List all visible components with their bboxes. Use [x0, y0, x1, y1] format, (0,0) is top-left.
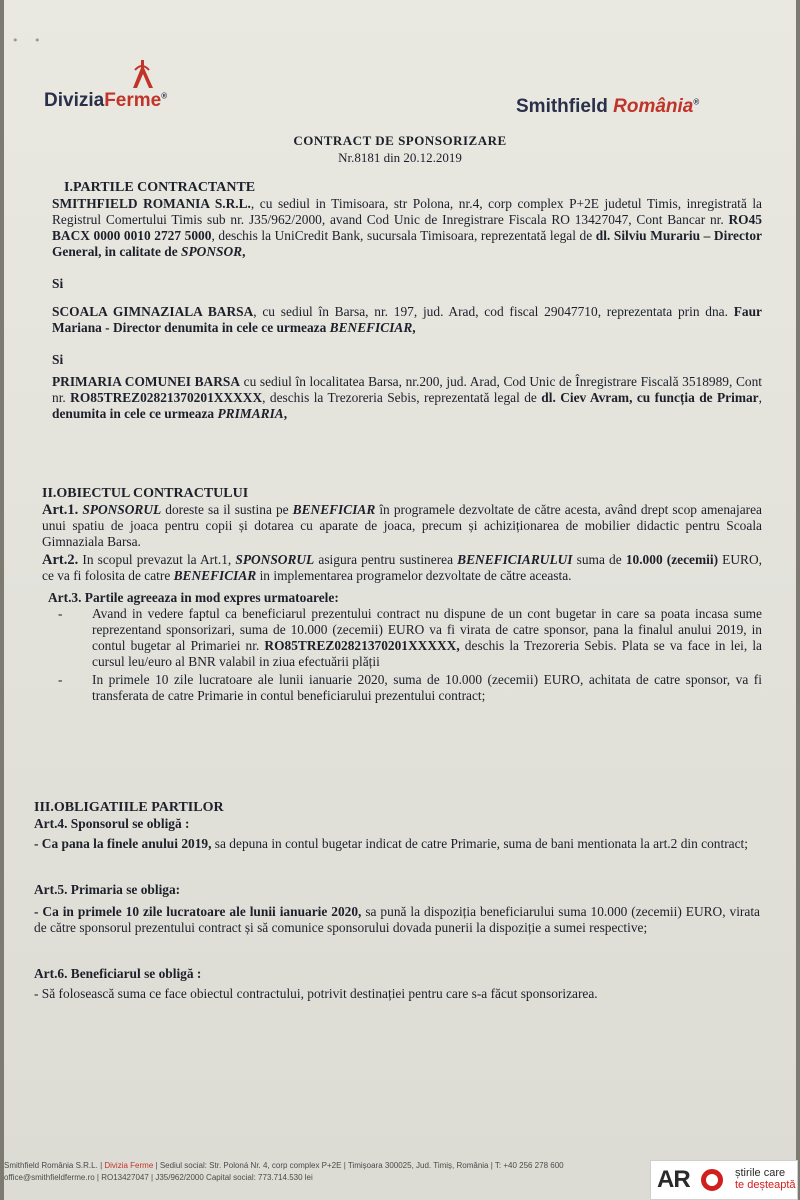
footer-line-2 [4, 1172, 644, 1184]
logo-left-part2: Ferme [104, 90, 162, 111]
art-4-heading: Art.4. Sponsorul se obligă : [34, 816, 190, 831]
punct: , [758, 390, 762, 405]
section-obligations [34, 800, 760, 1002]
art-1-text-b: în programele dezvoltate de către acesta, având drept scop amenajarea unui spatiu de joaca pentru copii și dotarea cu aparate de joaca, precum și achiziționarea de mobilier didactic pentru Scoala Gimnaziala Barsa. [42, 502, 762, 549]
staple-marks: • • [12, 34, 47, 47]
section-2-heading: II.OBIECTUL CONTRACTULUI [42, 486, 249, 501]
article-2 [42, 552, 762, 584]
document-title: CONTRACT DE SPONSORIZARE [293, 133, 507, 148]
art-5-heading: Art.5. Primaria se obliga: [34, 882, 181, 897]
sponsor-details: , cu sediul in Timisoara, str Polona, nr.4, corp complex P+2E judetul Timis, inregistrată la Registrul Comertului Timis sub nr. J35/962/2000, avand Cod Unic de Inregistrare Fiscala RO 13427047, Cont Bancar nr. [52, 196, 762, 227]
party-primaria [52, 374, 762, 422]
logo-right-mark: ® [693, 97, 700, 107]
beneficiar-details: , cu sediul în Barsa, nr. 197, jud. Arad, cod fiscal 29047710, reprezentata prin dna. [253, 304, 734, 319]
logo-right-part1: Smithfield [516, 96, 608, 117]
beneficiar-role: BENEFICIAR [329, 320, 413, 335]
art-1-label: Art.1. [42, 502, 79, 518]
logo-left-part1: Divizia [44, 90, 105, 111]
beneficiar-name: SCOALA GIMNAZIALA BARSA [52, 304, 254, 319]
art-2-text-d: EURO, ce va fi folosita de catre [42, 552, 762, 583]
party-beneficiar [52, 304, 762, 336]
beneficiar-ref: BENEFICIAR [292, 502, 376, 517]
art-2-text-c: suma de [572, 552, 626, 567]
footer-address: | Sediul social: Str. Poloná Nr. 4, corp complex P+2E | Timișoara 300025, Jud. Timiș, România | T: +40 256 278 600 [155, 1161, 564, 1170]
art-4-body: sa depuna in contul bugetar indicat de catre Primarie, suma de bani mentionata la art.2 din contract; [211, 836, 749, 851]
arq-watermark-badge [650, 1160, 798, 1200]
sponsor-name: SMITHFIELD ROMANIA S.R.L. [52, 196, 251, 211]
logo-left-text [44, 90, 167, 112]
arq-tagline-2: te deșteaptă [735, 1179, 796, 1191]
article-1 [42, 502, 762, 550]
logo-right-part2: România [613, 96, 694, 117]
section-3-heading: III.OBLIGATIILE PARTILOR [34, 800, 224, 815]
art-5-body: sa pună la dispoziția beneficiarului suma 10.000 (zecemii) EURO, virata de către sponsorul prezentului contract și să comunice sponsorului dovada punerii la dispoziție a sumei respective; [34, 904, 760, 935]
art-4-text [34, 836, 760, 852]
primaria-representative: dl. Ciev Avram, cu funcția de Primar [541, 390, 759, 405]
art-3-item-2-text: In primele 10 zile lucratoare ale lunii ianuarie 2020, suma de 10.000 (zecemii) EURO, achitata de catre sponsor, va fi transferata de catre Primarie in contul beneficiarului prezentului contract; [92, 672, 762, 703]
sponsor-ref: SPONSORUL [235, 552, 315, 567]
art-5-text [34, 904, 760, 936]
art-3-item-1 [58, 606, 762, 670]
art-6-text: - Să folosească suma ce face obiectul contractului, potrivit destinației pentru care s-a făcut sponsorizarea. [34, 986, 598, 1001]
primaria-bank: , deschis la Trezoreria Sebis, reprezentată legal de [262, 390, 542, 405]
art-3-account: RO85TREZ02821370201XXXXX, [264, 638, 460, 653]
roof-logo-icon [129, 58, 155, 92]
beneficiar-representative: Faur Mariana - Director denumita in cele ce urmeaza [52, 304, 762, 335]
si-1: Si [52, 276, 64, 291]
art-2-text-a: In scopul prevazut la Art.1, [78, 552, 236, 567]
punct: , [242, 244, 246, 259]
sponsor-representative: dl. Silviu Murariu – Director General, in calitate de [52, 228, 762, 259]
page-footer [4, 1160, 644, 1184]
art-2-text-b: asigura pentru sustinerea [314, 552, 458, 567]
sponsor-account: RO45 BACX 0000 0010 2727 5000 [52, 212, 762, 243]
sponsor-bank: , deschis la UniCredit Bank, sucursala Timisoara, reprezentată legal de [211, 228, 596, 243]
punct: , [412, 320, 416, 335]
primaria-name: PRIMARIA COMUNEI BARSA [52, 374, 241, 389]
footer-email: office@smithfieldferme.ro [4, 1173, 95, 1182]
footer-company: Smithfield România S.R.L. [4, 1161, 98, 1170]
smithfield-romania-logo [516, 96, 699, 118]
footer-registry: | RO13427047 | J35/962/2000 Capital social: 773.714.530 lei [96, 1173, 313, 1182]
art-6-heading: Art.6. Beneficiarul se obligă : [34, 966, 202, 981]
bullet-dash: - [58, 672, 63, 687]
art-3-item-1-text-a: Avand in vedere faptul ca beneficiarul prezentului contract nu dispune de un cont bugetar in care sa poata incasa sume reprezentand sponsorizari, suma de 10.000 (zecemii) EURO va fi virata de catre sponsor, pana la finalul anului 2019, in contul bugetar al Primariei nr. [92, 606, 762, 653]
section-1-heading: I.PARTILE CONTRACTANTE [64, 180, 256, 195]
art-1-text-a: doreste sa il sustina pe [161, 502, 293, 517]
beneficiar-ref: BENEFICIAR [173, 568, 257, 583]
art-3-item-2 [58, 672, 762, 704]
sponsor-ref: SPONSORUL [82, 502, 162, 517]
primaria-details: cu sediul în localitatea Barsa, nr.200, jud. Arad, Cod Unic de Înregistrare Fiscală 3518989, Cont nr. [52, 374, 762, 405]
logo-left-mark: ® [161, 91, 168, 101]
party-sponsor [52, 196, 762, 260]
arq-q-ring-icon [701, 1169, 723, 1191]
footer-sep: | [100, 1161, 103, 1170]
beneficiar-ref: BENEFICIARULUI [457, 552, 573, 567]
punct: , [283, 406, 288, 421]
arq-tagline [735, 1167, 796, 1191]
section-parties [52, 180, 762, 422]
si-2: Si [52, 352, 64, 367]
divizia-ferme-logo [44, 58, 224, 118]
art-5-bold: - Ca in primele 10 zile lucratoare ale lunii ianuarie 2020, [34, 904, 362, 919]
primaria-account: RO85TREZ02821370201XXXXX [70, 390, 263, 405]
footer-line-1 [4, 1160, 644, 1172]
art-2-sum: 10.000 (zecemii) [625, 552, 719, 567]
footer-brand: Divizia Ferme [104, 1161, 154, 1170]
section-object [42, 486, 762, 704]
art-4-bold: - Ca pana la finele anului 2019, [34, 836, 212, 851]
bullet-dash: - [58, 606, 63, 621]
arq-logo-text: AR [657, 1166, 690, 1193]
art-2-label: Art.2. [42, 552, 79, 568]
document-page [4, 0, 796, 1200]
arq-tagline-1: știrile care [735, 1167, 786, 1179]
primaria-denumita: denumita in cele ce urmeaza [52, 406, 218, 421]
primaria-role: PRIMARIA [217, 406, 284, 421]
document-number: Nr.8181 din 20.12.2019 [338, 150, 462, 165]
art-3-heading: Art.3. Partile agreeaza in mod expres urmatoarele: [48, 590, 339, 605]
art-2-text-e: in implementarea programelor dezvoltate de către aceasta. [256, 568, 572, 583]
sponsor-role: SPONSOR [181, 244, 243, 259]
art-3-item-1-text-b: deschis la Trezoreria Sebis. Plata se va face in lei, la cursul leu/euro al BNR valabil in ziua efectuării plății [92, 638, 762, 669]
